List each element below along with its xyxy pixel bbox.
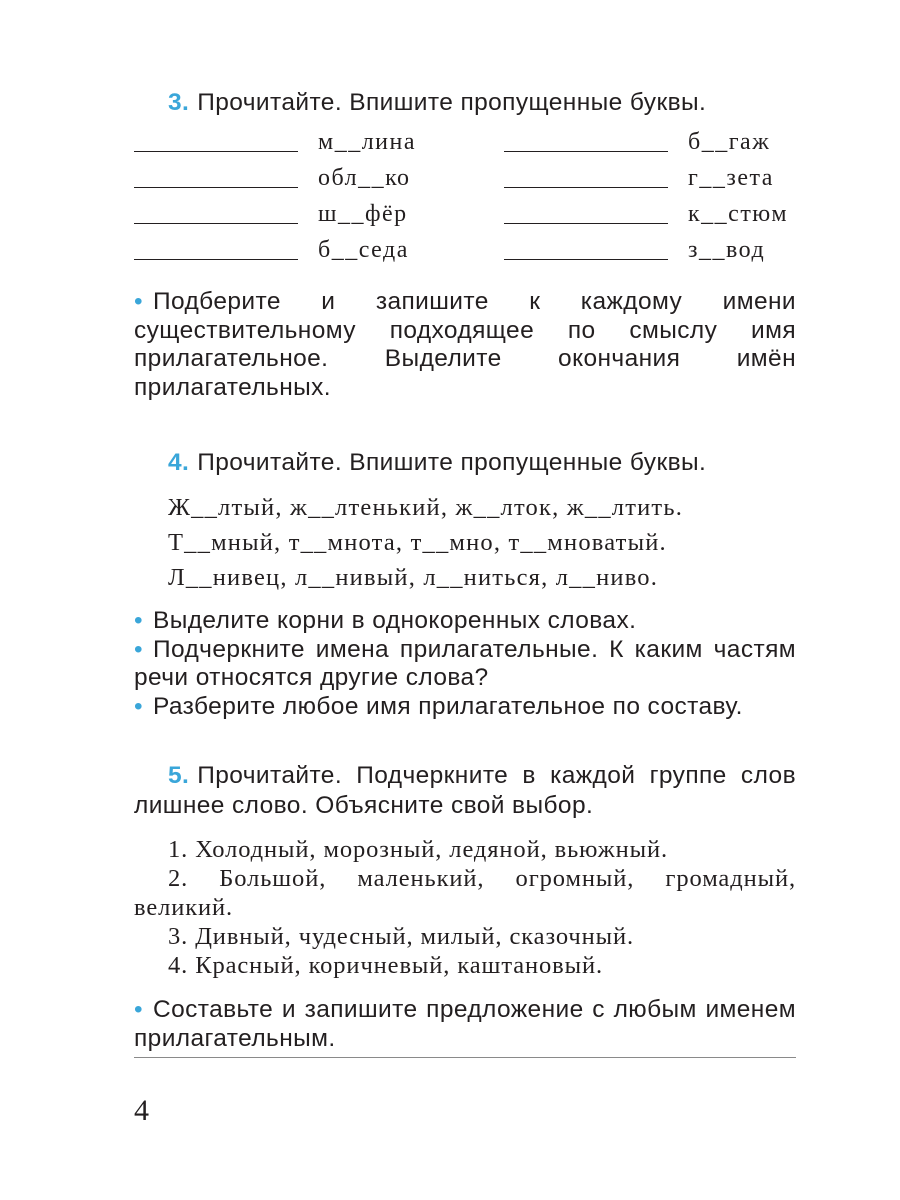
task-4-bullet-text: Выделите корни в однокоренных словах. [152,607,637,634]
word-group: 3. Дивный, чудесный, милый, сказочный. [168,923,635,950]
page-number: 4 [134,1094,149,1127]
task-5 [134,761,796,1053]
word-lines [134,490,796,595]
task-5-instruction: Прочитайте. Подчеркните в каждой группе слов лишнее слово. Объясните свой выбор. [134,762,796,819]
task-4-bullet-text: Подчеркните имена прилагательные. К каким частям речи относятся другие слова? [134,635,796,691]
task-4-instruction: Прочитайте. Впишите пропущенные буквы. [197,449,707,476]
fill-row-right [464,196,796,232]
fill-row-left [134,160,464,196]
word-gap: б__седа [318,237,409,263]
word-group: 1. Холодный, морозный, ледяной, вьюжный. [168,836,669,863]
word-gap: г__зета [688,165,774,191]
word-groups [134,835,796,980]
word-gap: б__гаж [688,129,771,155]
word-group: 4. Красный, коричневый, каштановый. [168,952,604,979]
bullet-icon: • [134,996,143,1023]
word-gap: к__стюм [688,201,789,227]
fill-row-left [134,196,464,232]
task-4-bullet [134,607,796,636]
task-5-header [134,761,796,821]
word-line: Л__нивец, л__нивый, л__ниться, л__ниво. [168,564,659,591]
bullet-icon: • [134,692,143,720]
fill-row-right [464,232,796,268]
answer-line[interactable] [504,151,668,152]
bullet-icon: • [134,635,143,663]
task-4-bullet [134,693,796,722]
task-3 [134,88,796,402]
fill-row-left [134,124,464,160]
answer-line[interactable] [134,187,298,188]
answer-line[interactable] [134,223,298,224]
word-line: Ж__лтый, ж__лтенький, ж__лток, ж__лтить. [168,494,684,521]
footer-divider [134,1057,796,1058]
task-4 [134,448,796,721]
task-4-bullet-text: Разберите любое имя прилагательное по составу. [152,692,743,720]
task-3-bullet [134,288,796,402]
fill-row-right [464,124,796,160]
task-3-header [168,88,796,118]
answer-line[interactable] [134,151,298,152]
bullet-icon: • [134,607,143,634]
fill-row-left [134,232,464,268]
word-line: Т__мный, т__мнота, т__мно, т__мноватый. [168,529,667,556]
task-4-bullet [134,636,796,693]
fill-row-right [464,160,796,196]
task-5-bullet-text: Составьте и запишите предложение с любым именем прилагательным. [134,996,796,1052]
answer-line[interactable] [504,187,668,188]
word-gap: обл__ко [318,165,411,191]
word-gap: ш__фёр [318,201,408,227]
answer-line[interactable] [504,223,668,224]
task-5-number: 5. [168,762,190,789]
fill-in-grid [134,124,796,268]
task-4-number: 4. [168,449,190,476]
task-3-number: 3. [168,89,190,116]
task-3-bullet-text: Подберите и запишите к каждому имени существительному подходящее по смыслу имя прилагательное. Выделите окончания имён прилагательных. [134,288,796,401]
textbook-page [134,88,796,1053]
word-gap: з__вод [688,237,766,263]
answer-line[interactable] [504,259,668,260]
bullet-icon: • [134,288,143,315]
task-3-instruction: Прочитайте. Впишите пропущенные буквы. [197,89,707,116]
word-gap: м__лина [318,129,417,155]
word-group: 2. Большой, маленький, огромный, громадный, великий. [134,865,796,921]
task-5-bullet [134,996,796,1053]
answer-line[interactable] [134,259,298,260]
task-4-header [168,448,796,478]
